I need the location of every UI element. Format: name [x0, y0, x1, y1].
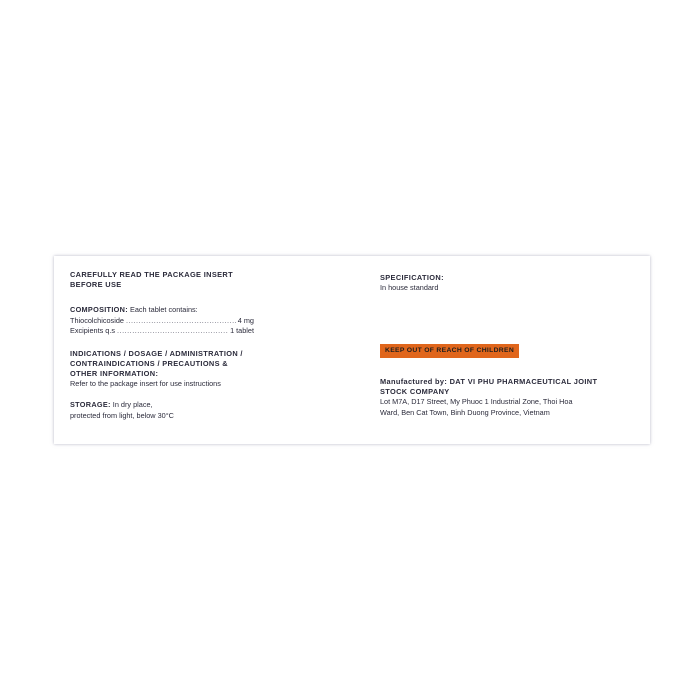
- ingredient-name: Excipients q.s: [70, 326, 116, 335]
- keep-out-of-reach-warning: KEEP OUT OF REACH OF CHILDREN: [380, 344, 519, 358]
- address-line1: Lot M7A, D17 Street, My Phuoc 1 Industrial Zone, Thoi Hoa: [380, 397, 573, 406]
- package-label-panel: [54, 256, 650, 444]
- ingredient-amount: 4 mg: [237, 315, 254, 325]
- storage-label: STORAGE:: [70, 400, 111, 409]
- read-insert-heading-line2: BEFORE USE: [70, 280, 122, 289]
- indications-heading-line2: CONTRAINDICATIONS / PRECAUTIONS &: [70, 359, 228, 368]
- storage-text-line2: protected from light, below 30°C: [70, 410, 174, 420]
- ingredient-row: [70, 316, 254, 327]
- storage-line1: [70, 400, 174, 411]
- manufacturer-label-line2: STOCK COMPANY: [380, 387, 450, 396]
- read-insert-heading-line1: CAREFULLY READ THE PACKAGE INSERT: [70, 270, 233, 279]
- indications-text: Refer to the package insert for use instructions: [70, 379, 221, 388]
- storage-section: [70, 400, 174, 421]
- manufacturer-section: [380, 377, 610, 418]
- leader-dots: [126, 316, 236, 327]
- ingredient-name: Thiocolchicoside: [70, 315, 124, 325]
- indications-heading-line1: INDICATIONS / DOSAGE / ADMINISTRATION /: [70, 349, 243, 358]
- leader-dots: [117, 326, 228, 337]
- storage-text-line1: In dry place,: [110, 400, 153, 409]
- composition-line: [70, 305, 254, 316]
- specification-section: [380, 273, 444, 294]
- read-insert-notice: [70, 270, 233, 290]
- ingredient-row: [70, 326, 254, 337]
- indications-section: [70, 349, 243, 390]
- composition-label: COMPOSITION:: [70, 305, 128, 314]
- address-line2: Ward, Ben Cat Town, Binh Duong Province, Vietnam: [380, 407, 550, 417]
- specification-text: In house standard: [380, 283, 439, 292]
- manufacturer-label-line1: Manufactured by: DAT VI PHU PHARMACEUTICAL JOINT: [380, 377, 598, 386]
- ingredient-amount: 1 tablet: [230, 326, 254, 335]
- composition-section: [70, 305, 254, 337]
- composition-intro: Each tablet contains:: [127, 305, 198, 314]
- specification-label: SPECIFICATION:: [380, 273, 444, 282]
- indications-heading-line3: OTHER INFORMATION:: [70, 369, 159, 378]
